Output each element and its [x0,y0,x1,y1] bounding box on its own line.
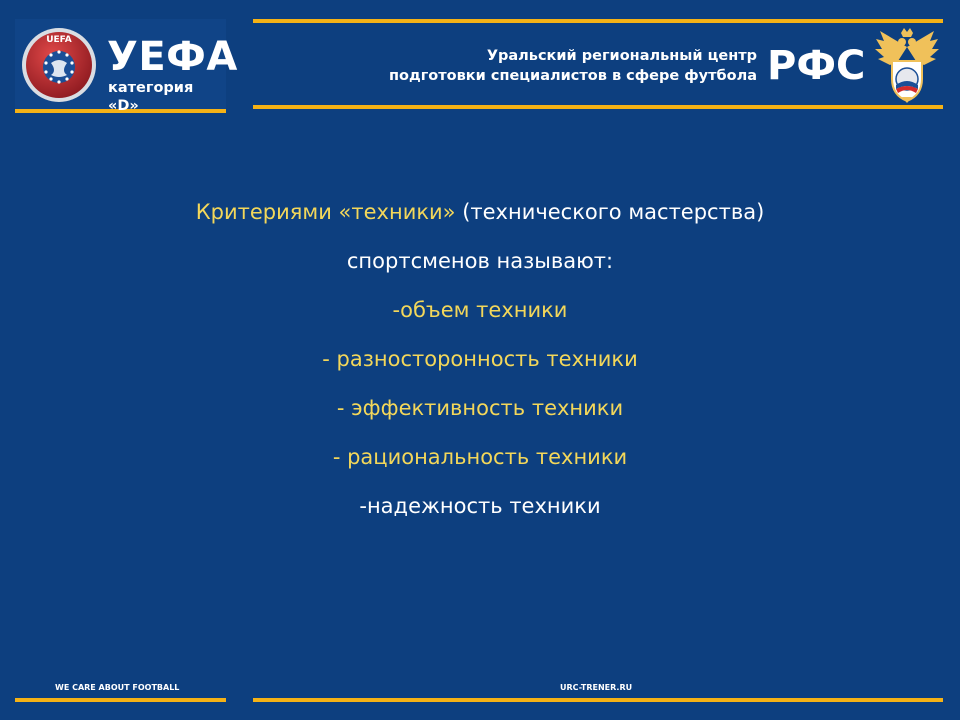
rfs-organization [389,46,757,86]
footer-divider-right [253,698,943,702]
header-divider-bottom [253,105,943,109]
rfs-title: РФС [767,43,866,89]
uefa-subtitle: категория «D» [108,80,194,114]
header-divider-top [253,19,943,23]
uefa-title: УЕФА [107,34,238,80]
footer-divider-left [15,698,226,702]
list-item: - рациональность техники [332,445,628,469]
list-item: - эффективность техники [336,396,624,420]
rfs-header [253,19,943,109]
list-item: - разносторонность техники [322,347,638,371]
footer-website: URC-TRENER.RU [560,683,633,692]
uefa-logo-icon [21,27,97,103]
footer-slogan: WE CARE ABOUT FOOTBALL [55,683,180,692]
uefa-badge [15,19,238,114]
list-item: -объем техники [392,298,568,322]
rfs-org-line1: Уральский региональный центр [486,48,757,64]
list-item: -надежность техники [359,494,601,518]
main-content [80,188,880,531]
rfs-org-line2: подготовки специалистов в сфере футбола [389,68,757,84]
content-line-1 [80,188,880,237]
content-line-1-rest: (технического мастерства) [455,200,765,224]
rfs-eagle-emblem-icon [874,27,940,103]
content-highlight: Критериями «техники» [195,200,456,224]
uefa-logo-letters: UEFA [46,35,72,45]
content-line-2: спортсменов называют: [346,249,614,273]
